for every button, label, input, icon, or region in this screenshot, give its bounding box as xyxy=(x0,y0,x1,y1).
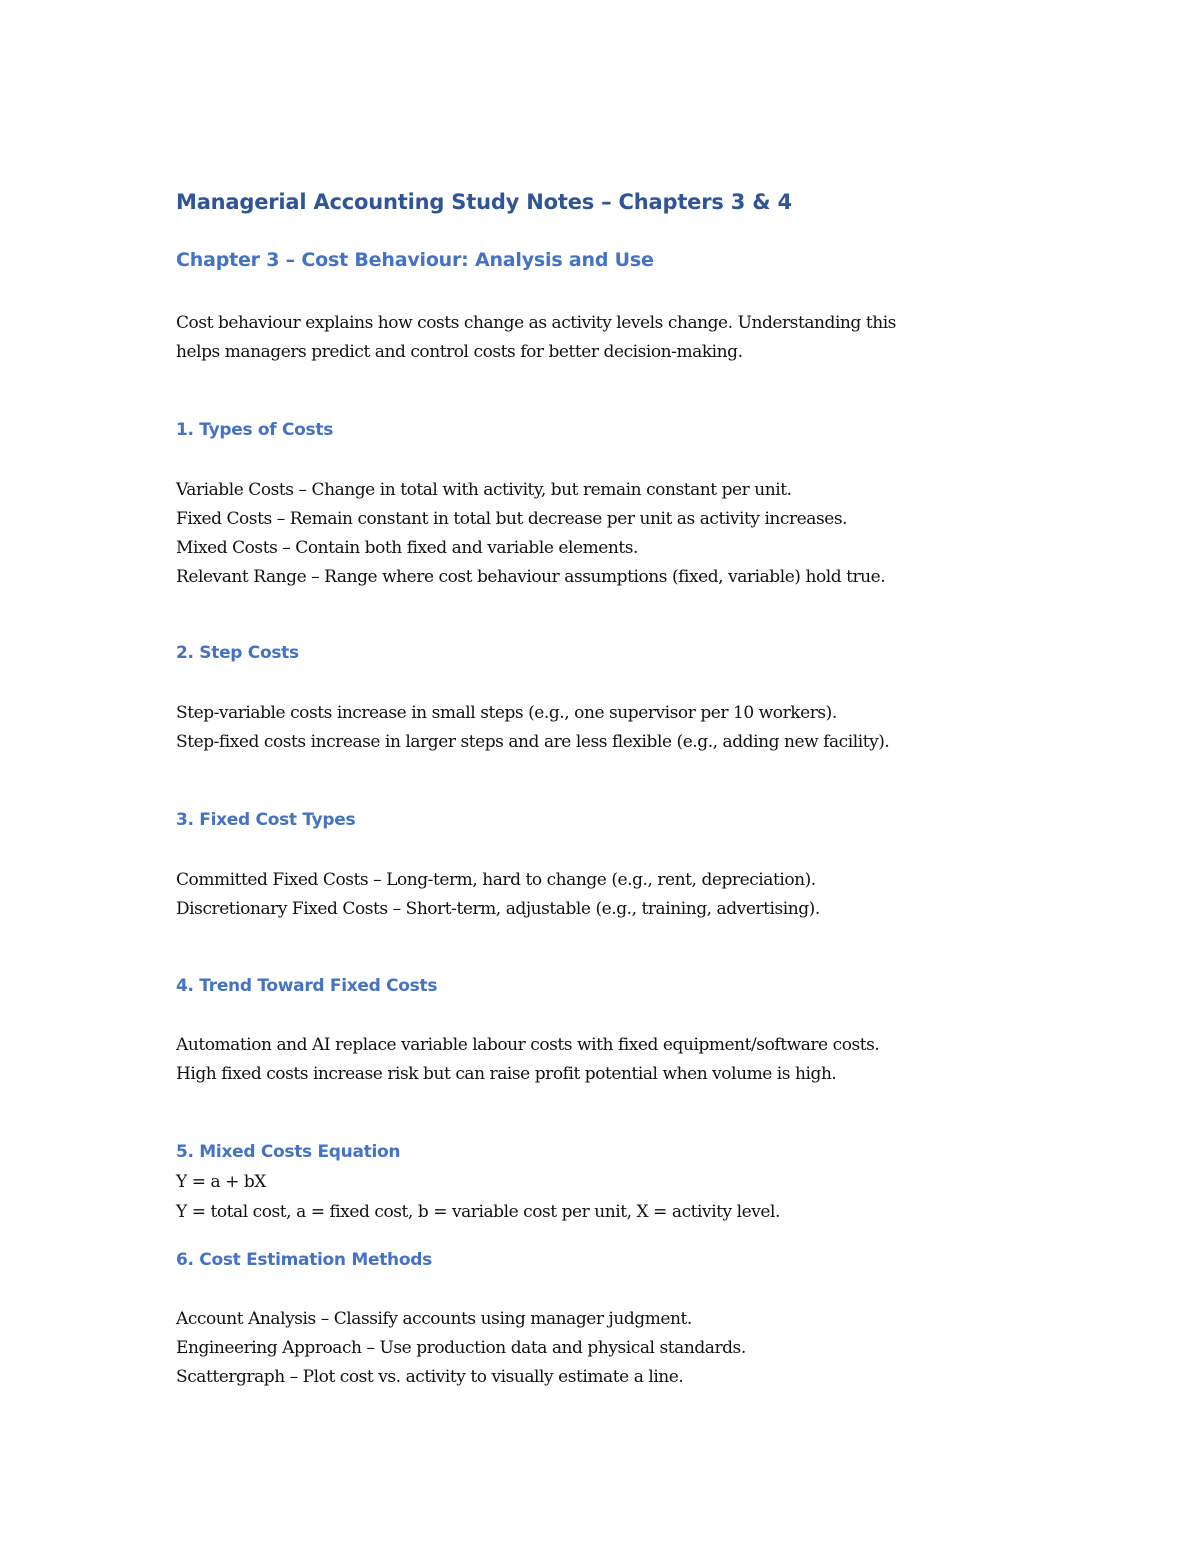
section-line: Step-fixed costs increase in larger steps and are less flexible (e.g., adding new facility). xyxy=(176,732,890,752)
section-line: High fixed costs increase risk but can raise profit potential when volume is high. xyxy=(176,1064,837,1084)
section-heading-mixed-costs-equation: 5. Mixed Costs Equation xyxy=(176,1142,401,1162)
section-line: Automation and AI replace variable labour costs with fixed equipment/software costs. xyxy=(176,1035,880,1055)
document-title: Managerial Accounting Study Notes – Chapters 3 & 4 xyxy=(176,190,792,214)
section-line: Variable Costs – Change in total with activity, but remain constant per unit. xyxy=(176,480,792,500)
section-line: Relevant Range – Range where cost behaviour assumptions (fixed, variable) hold true. xyxy=(176,567,886,587)
intro-line: Cost behaviour explains how costs change as activity levels change. Understanding this xyxy=(176,313,896,333)
section-line: Scattergraph – Plot cost vs. activity to visually estimate a line. xyxy=(176,1367,684,1387)
section-line: Step-variable costs increase in small steps (e.g., one supervisor per 10 workers). xyxy=(176,703,837,723)
section-line: Discretionary Fixed Costs – Short-term, adjustable (e.g., training, advertising). xyxy=(176,899,820,919)
section-line: Account Analysis – Classify accounts using manager judgment. xyxy=(176,1309,692,1329)
section-heading-fixed-cost-types: 3. Fixed Cost Types xyxy=(176,810,356,830)
section-heading-cost-estimation-methods: 6. Cost Estimation Methods xyxy=(176,1250,432,1270)
section-heading-step-costs: 2. Step Costs xyxy=(176,643,299,663)
section-heading-types-of-costs: 1. Types of Costs xyxy=(176,420,334,440)
chapter-title: Chapter 3 – Cost Behaviour: Analysis and Use xyxy=(176,249,654,271)
section-line: Fixed Costs – Remain constant in total but decrease per unit as activity increases. xyxy=(176,509,848,529)
section-line: Committed Fixed Costs – Long-term, hard to change (e.g., rent, depreciation). xyxy=(176,870,816,890)
section-line: Engineering Approach – Use production data and physical standards. xyxy=(176,1338,746,1358)
section-line: Mixed Costs – Contain both fixed and variable elements. xyxy=(176,538,639,558)
section-line: Y = total cost, a = fixed cost, b = variable cost per unit, X = activity level. xyxy=(176,1202,780,1222)
intro-line: helps managers predict and control costs for better decision-making. xyxy=(176,342,743,362)
equation-line: Y = a + bX xyxy=(176,1172,266,1192)
section-heading-trend-toward-fixed-costs: 4. Trend Toward Fixed Costs xyxy=(176,976,438,996)
